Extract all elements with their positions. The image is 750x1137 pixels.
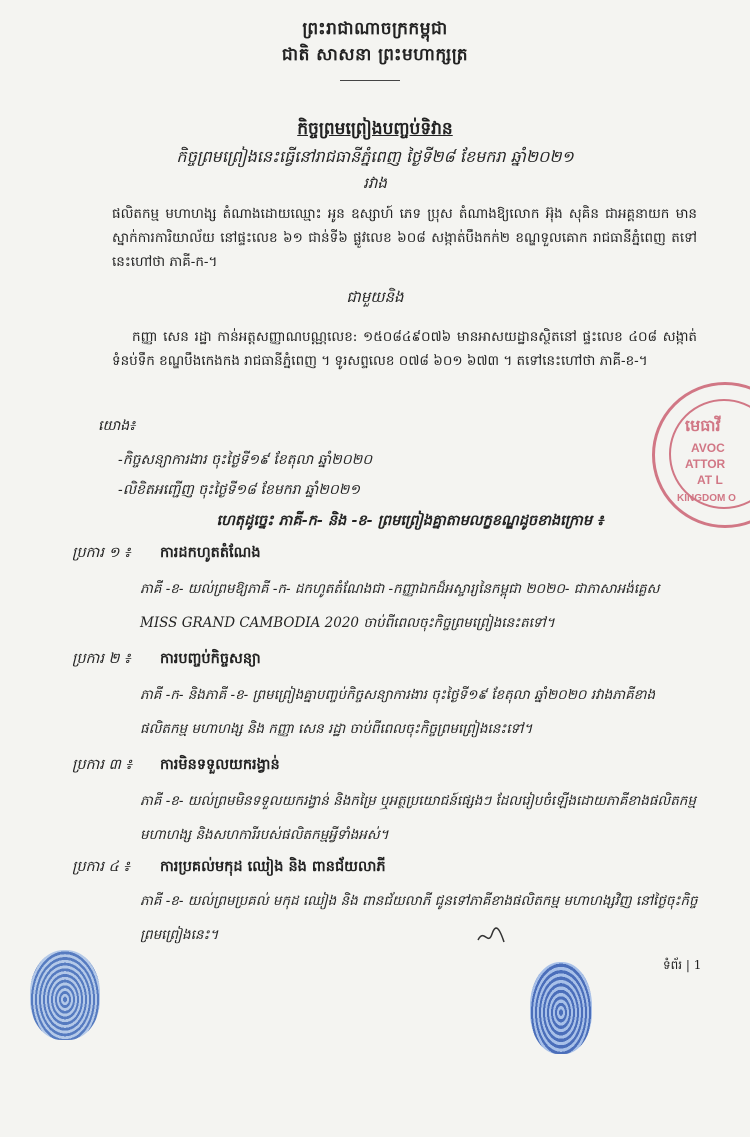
article-3-label: ប្រការ ៣ ៖	[72, 757, 132, 773]
reference-item: -កិច្ចសន្យាការងារ ចុះថ្ងៃទី១៩ ខែតុលា ឆ្នាំ២០២០	[118, 452, 373, 468]
article-2-body: ភាគី -ក- និងភាគី -ខ- ព្រមព្រៀងគ្នាបញ្ចប់កិច្ចសន្យាការងារ ចុះថ្ងៃទី១៩ ខែតុលា ឆ្នាំ២០២០ រវាងភាគីខាងផលិតកម្ម មហាហង្ស និង កញ្ញា សេន រដ្ឋា ចាប់ពីពេលចុះកិច្ចព្រមព្រៀងនេះទៅ។	[140, 687, 656, 737]
reference-item: -លិខិតអញ្ជើញ ចុះថ្ងៃទី១៨ ខែមករា ឆ្នាំ២០២១	[118, 482, 360, 498]
references-label: យោង៖	[98, 418, 136, 434]
kingdom-header: ព្រះរាជាណាចក្រកម្ពុជា	[302, 19, 448, 39]
with-label: ជាមួយនិង	[346, 288, 404, 306]
thumbprint-left	[30, 950, 100, 1040]
article-2-title: ការបញ្ចប់កិច្ចសន្យា	[160, 650, 261, 667]
lawyer-stamp	[652, 382, 750, 528]
page-number: ទំព័រ | 1	[663, 958, 702, 972]
thumbprint-right	[530, 962, 592, 1054]
header-divider	[340, 80, 400, 81]
article-4-body: ភាគី -ខ- យល់ព្រមប្រគល់ មកុដ ឈៀង និង ពានជ័យលាភី ជូនទៅភាគីខាងផលិតកម្ម មហាហង្សវិញ នៅថ្ងៃចុះកិច្ចព្រមព្រៀងនេះ។	[140, 893, 698, 943]
motto-header: ជាតិ សាសនា ព្រះមហាក្សត្រ	[281, 45, 469, 65]
party-one-paragraph: ផលិតកម្ម មហាហង្ស តំណាងដោយឈ្មោះ អូន ឧស្សាហ៍ ភេទ ប្រុស តំណាងឱ្យលោក អ៊ុង សុគិន ជាអគ្គនាយក មានស្នាក់ការការិយាល័យ នៅផ្ទះលេខ ៦១ ជាន់ទី៦ ផ្លូវលេខ ៦០៨ សង្កាត់បឹងកក់២ ខណ្ឌទួលគោក រាជធានីភ្នំពេញ តទៅនេះហៅថា ភាគី-ក-។	[112, 206, 697, 270]
article-4-label: ប្រការ ៤ ៖	[72, 859, 130, 875]
article-4-title: ការប្រគល់មកុដ ឈៀង និង ពានជ័យលាភី	[160, 858, 386, 875]
document-subtitle: កិច្ចព្រមព្រៀងនេះធ្វើនៅរាជធានីភ្នំពេញ ថ្ងៃទី២៨ ខែមករា ឆ្នាំ២០២១	[176, 147, 574, 166]
stamp-line: ATTOR	[685, 457, 726, 471]
article-2-label: ប្រការ ២ ៖	[72, 651, 131, 667]
initial-scribble-icon	[476, 926, 506, 948]
between-label: រវាង	[363, 174, 387, 192]
article-3-title: ការមិនទទួលយករង្វាន់	[160, 756, 280, 773]
article-1-body: ភាគី -ខ- យល់ព្រមឱ្យភាគី -ក- ដកហូតតំណែងជា -កញ្ញាឯកដ៏អស្ចារ្យនៃកម្ពុជា ២០២០- ជាភាសាអង់គ្លេស MISS GRAND CAMBODIA 2020 ចាប់ពីពេលចុះកិច្ចព្រមព្រៀងនេះតទៅ។	[140, 581, 660, 631]
party-two-paragraph: កញ្ញា សេន រដ្ឋា កាន់អត្តសញ្ញាណបណ្ណលេខ: ១៥០៨៤៩០៧៦ មានអាសយដ្ឋានស្ថិតនៅ ផ្ទះលេខ ៤០៨ សង្កាត់ទំនប់ទឹក ខណ្ឌបឹងកេងកង រាជធានីភ្នំពេញ ។ ទូរសព្ទលេខ ០៧៨ ៦០១ ៦៧៣ ។ តទៅនេះហៅថា ភាគី-ខ-។	[112, 329, 697, 369]
article-3-body: ភាគី -ខ- យល់ព្រមមិនទទួលយករង្វាន់ និងកម្រៃ ឬអត្ថប្រយោជន៍ផ្សេងៗ ដែលរៀបចំឡើងដោយភាគីខាងផលិតកម្ម មហាហង្ស និងសហការីរបស់ផលិតកម្មអ្វីទាំងអស់។	[140, 793, 696, 843]
document-title: កិច្ចព្រមព្រៀងបញ្ចប់ទិវាន	[297, 119, 453, 139]
stamp-line: AT L	[697, 473, 723, 487]
stamp-khmer: មេធាវី	[685, 418, 721, 435]
stamp-line: AVOC	[691, 441, 725, 455]
agreement-intro: ហេតុដូច្នេះ ភាគី-ក- និង -ខ- ព្រមព្រៀងគ្នាតាមលក្ខខណ្ឌដូចខាងក្រោម ៖	[216, 512, 604, 529]
stamp-line: KINGDOM O	[677, 493, 736, 504]
article-1-title: ការដកហូតតំណែង	[160, 544, 261, 561]
article-1-label: ប្រការ ១ ៖	[72, 545, 131, 561]
